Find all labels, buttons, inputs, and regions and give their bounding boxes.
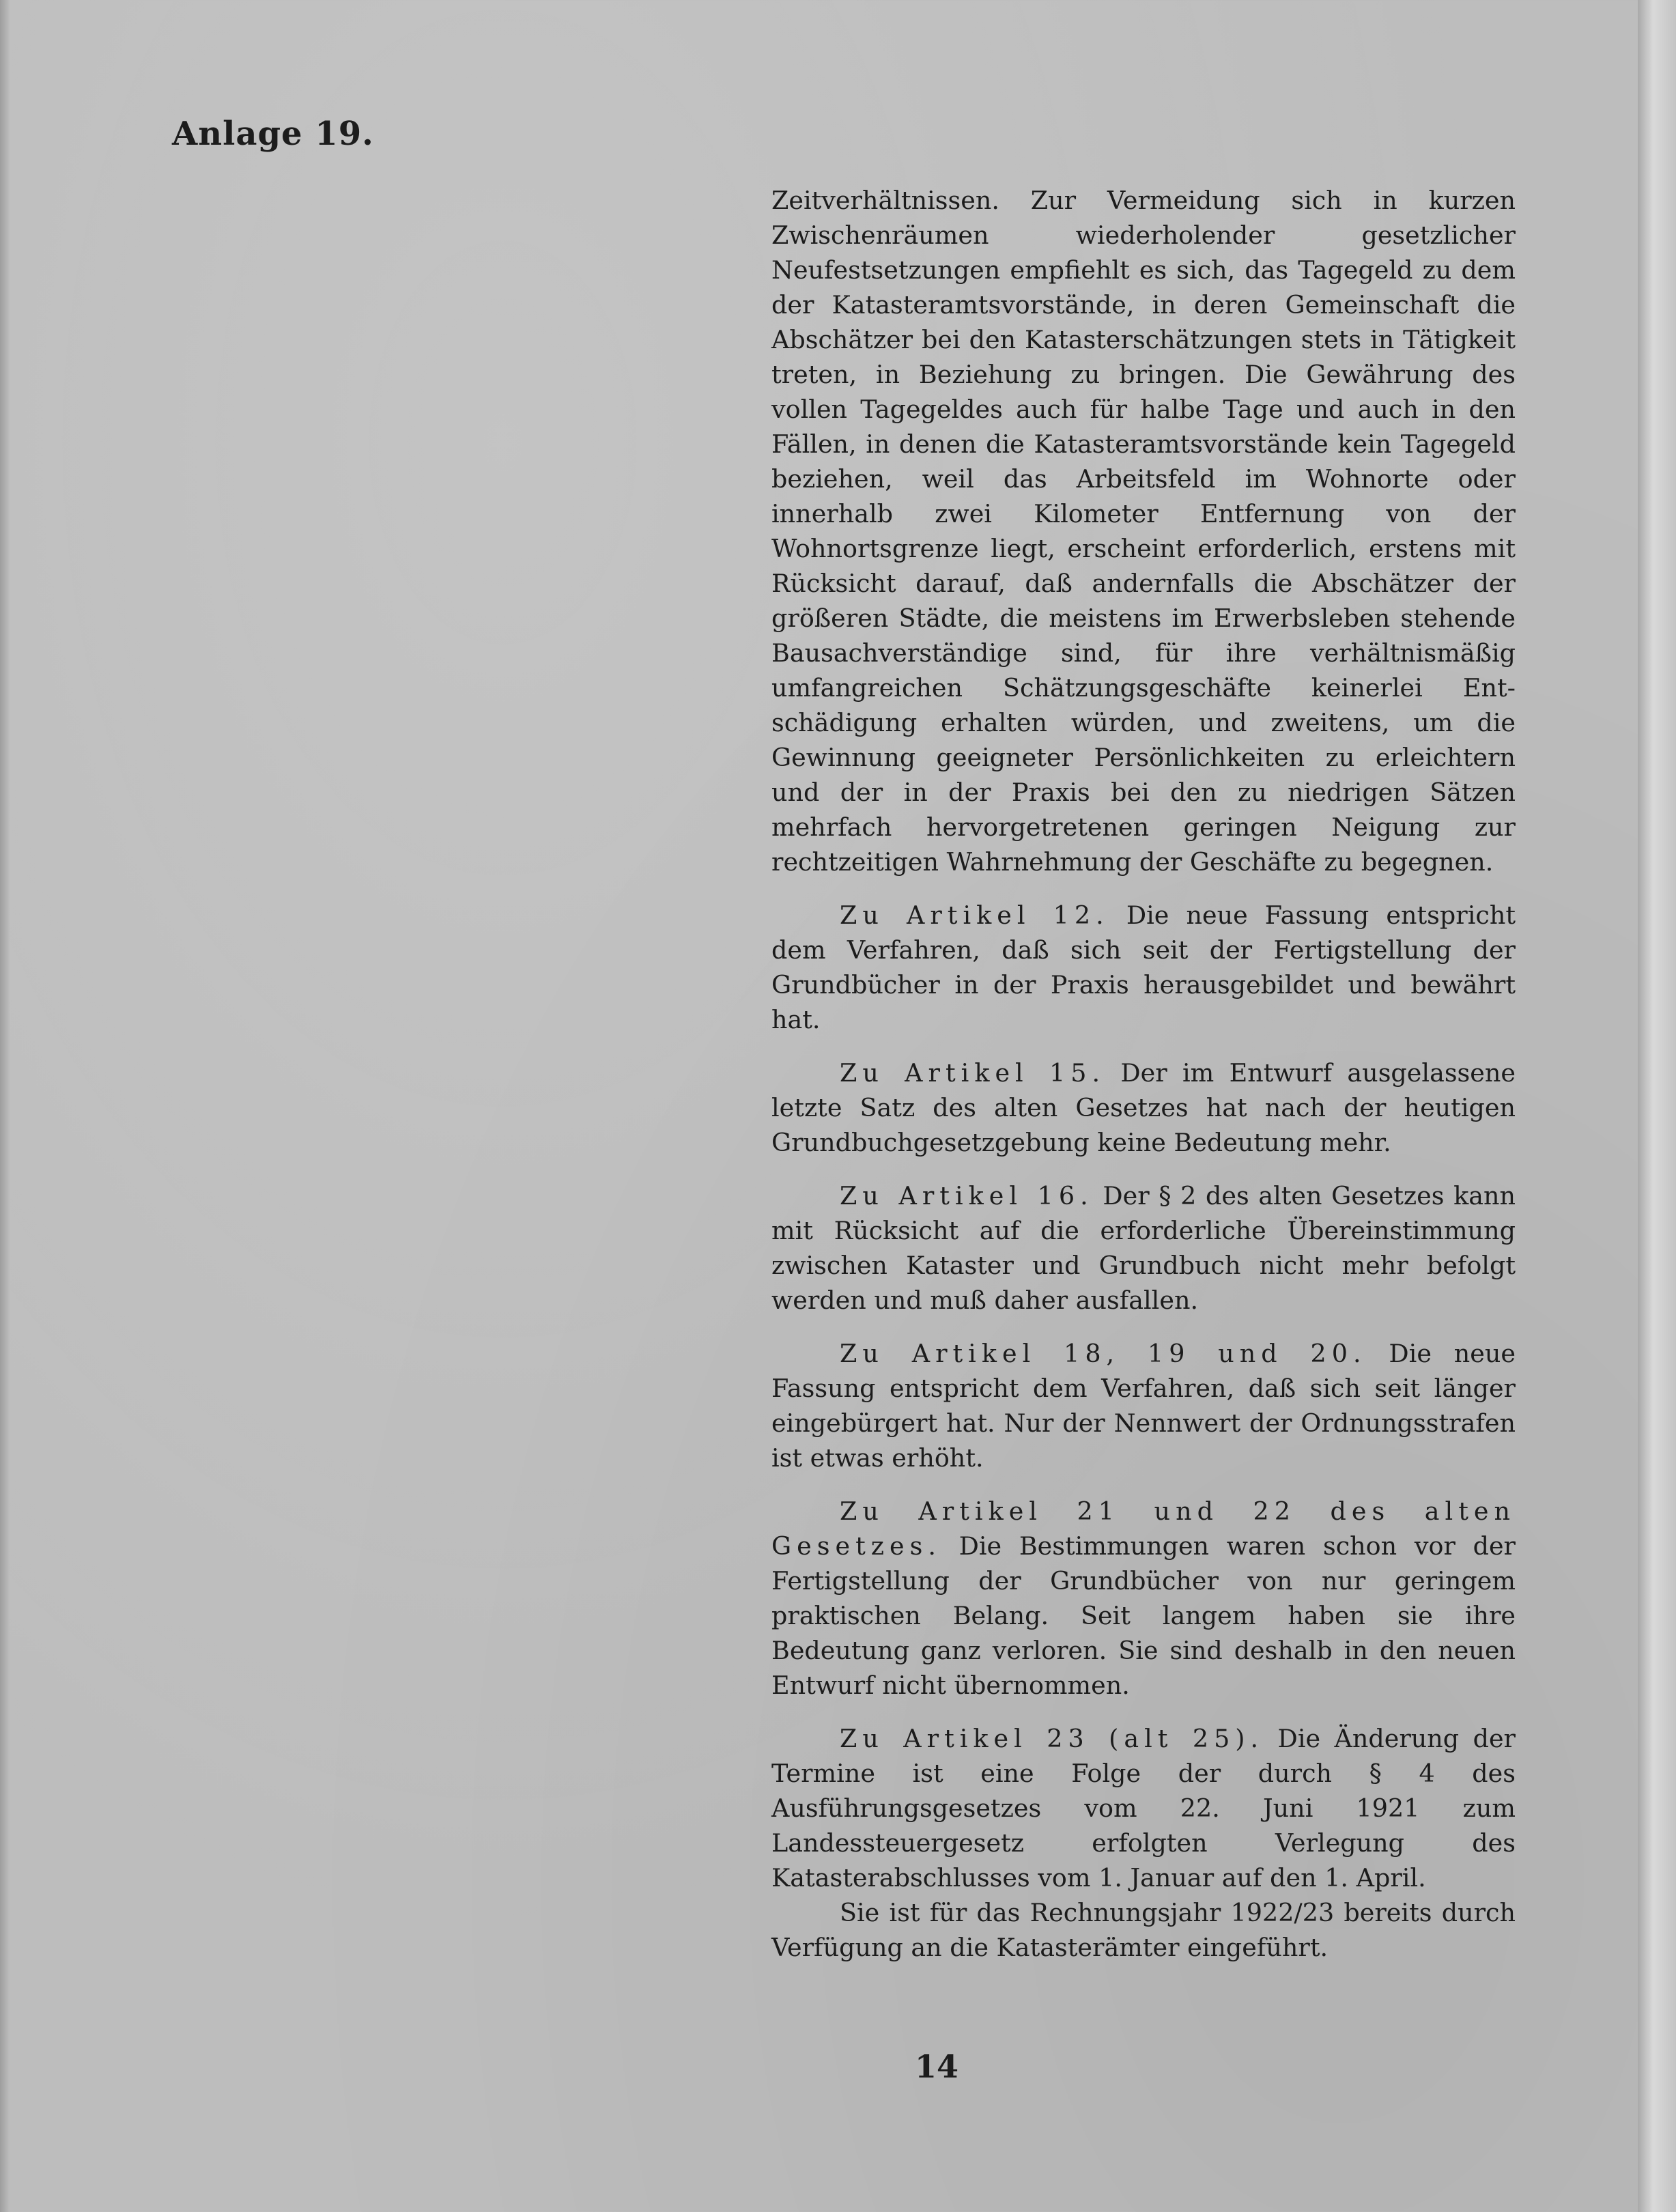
paragraph-text: Die neue Fassung entspricht dem Verfahren, daß sich seit länger eingebürgert hat. Nur der Nennwert der Ordnungsstrafen ist etwas erhöht.: [771, 1339, 1516, 1473]
paragraph-lead: Zu Artikel 18, 19 und 20.: [840, 1339, 1367, 1368]
page-right-edge: [1638, 0, 1676, 2212]
paragraph-text: Die Änderung der Termine ist eine Folge der durch § 4 des Ausführungsgesetzes vom 22. Juni 1921 zum Landessteuergesetz erfolgten Verlegung des Katasterabschlusses vom 1. Januar auf den 1. April.: [771, 1724, 1516, 1892]
paragraph-artikel-21-22: [771, 1494, 1516, 1703]
text-column: [771, 183, 1516, 1965]
page-number: 14: [915, 2048, 959, 2085]
paragraph-text: Die neue Fassung entspricht dem Verfahren, daß sich seit der Fertigstellung der Grundbücher in der Praxis herausgebildet und bewährt hat.: [771, 901, 1516, 1034]
paragraph-artikel-15: [771, 1055, 1516, 1160]
paragraph-text: Der im Entwurf ausgelassene letzte Satz des alten Gesetzes hat nach der heutigen Grundbuchgesetzgebung keine Bedeutung mehr.: [771, 1058, 1516, 1157]
paragraph-text: Zeitverhältnissen. Zur Vermeidung sich in kurzen Zwischenräumen wiederholender gesetzlicher Neufestsetzungen empfiehlt es sich, das Tagegeld zu dem der Katasteramtsvorstände, in deren Gemeinschaft die Abschätzer bei den Katasterschätzungen stets in Tätigkeit treten, in Beziehung zu bringen. Die Gewährung des vollen Tagegeldes auch für halbe Tage und auch in den Fällen, in denen die Katasteramtsvorstände kein Tagegeld beziehen, weil das Arbeitsfeld im Wohnorte oder innerhalb zwei Kilometer Entfernung von der Wohnortsgrenze liegt, erscheint erforderlich, erstens mit Rücksicht darauf, daß andernfalls die Abschätzer der größeren Städte, die meistens im Erwerbsleben stehende Bausachverständige sind, für ihre verhältnismäßig umfangreichen Schätzungsgeschäfte keinerlei Entschädigung erhalten würden, und zweitens, um die Gewinnung geeigneter Persönlichkeiten zu erleichtern und der in der Praxis bei den zu niedrigen Sätzen mehrfach hervorgetretenen geringen Neigung zur rechtzeitigen Wahrnehmung der Geschäfte zu begegnen.: [771, 186, 1516, 877]
paragraph-artikel-18-20: [771, 1336, 1516, 1475]
paragraph-lead: Zu Artikel 23 (alt 25).: [840, 1724, 1264, 1753]
paragraph-closing: [771, 1895, 1516, 1965]
paragraph-artikel-16: [771, 1178, 1516, 1318]
paragraph-intro: [771, 183, 1516, 879]
paragraph-artikel-23: [771, 1721, 1516, 1895]
page-left-shadow: [0, 0, 10, 2212]
paragraph-lead: Zu Artikel 12.: [840, 901, 1109, 930]
paragraph-lead: Zu Artikel 15.: [840, 1058, 1106, 1088]
paragraph-lead: Zu Artikel 16.: [840, 1181, 1094, 1210]
paragraph-lead: Zu Artikel 21 und 22 des alten Gesetzes.: [771, 1497, 1516, 1561]
paragraph-text: Die Bestimmungen waren schon vor der Fertigstellung der Grundbücher von nur geringem praktischen Belang. Seit langem haben sie ihre Bedeutung ganz verloren. Sie sind deshalb in den neuen Entwurf nicht übernommen.: [771, 1531, 1516, 1700]
paragraph-text: Der § 2 des alten Gesetzes kann mit Rücksicht auf die erforderliche Übereinstimmung zwischen Kataster und Grundbuch nicht mehr befolgt werden und muß daher ausfallen.: [771, 1181, 1516, 1315]
paragraph-artikel-12: [771, 898, 1516, 1037]
paragraph-text: Sie ist für das Rechnungsjahr 1922/23 bereits durch Verfügung an die Katasterämter eingeführt.: [771, 1898, 1516, 1962]
page-label: Anlage 19.: [172, 115, 374, 153]
